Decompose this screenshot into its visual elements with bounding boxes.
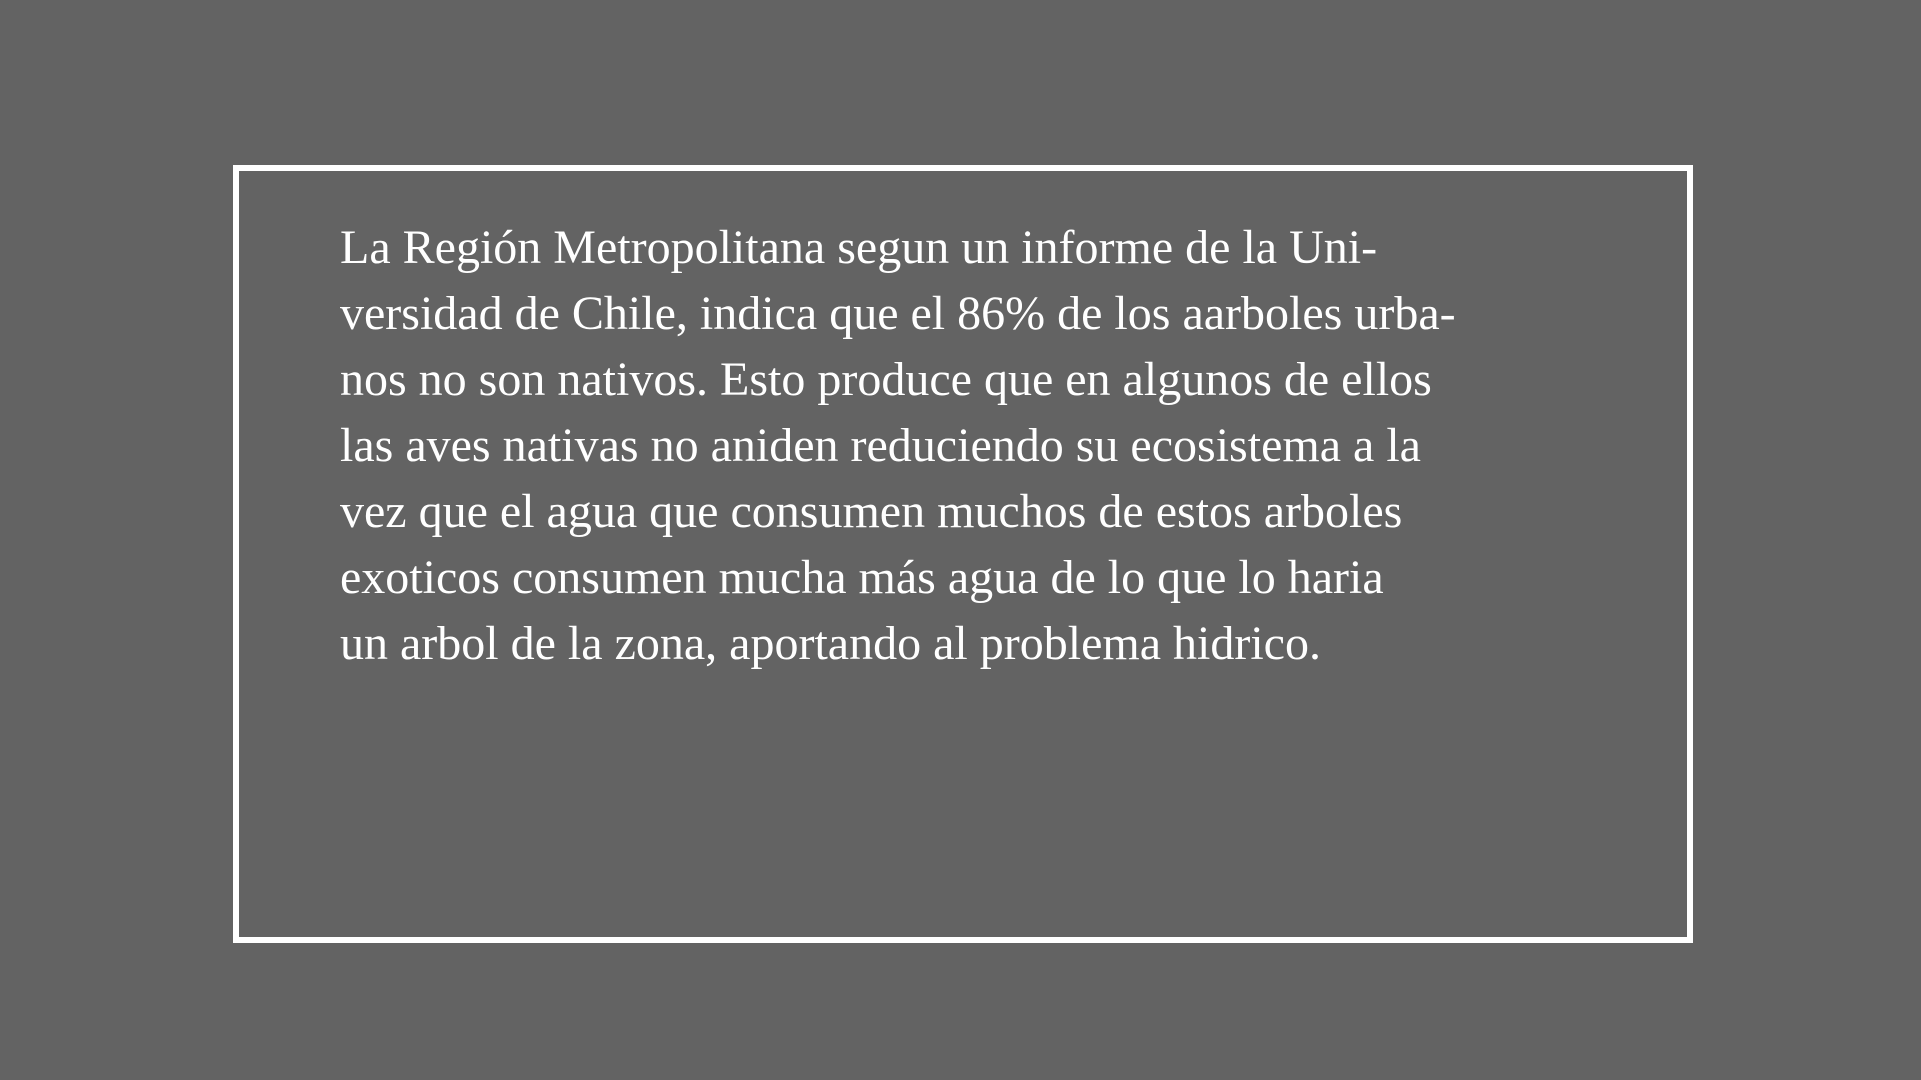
paragraph-line: vez que el agua que consumen muchos de estos arboles xyxy=(340,485,1403,538)
paragraph-line: versidad de Chile, indica que el 86% de los aarboles urba- xyxy=(340,287,1456,340)
paragraph-line: un arbol de la zona, aportando al problema hidrico. xyxy=(340,617,1321,670)
paragraph-line: nos no son nativos. Esto produce que en algunos de ellos xyxy=(340,353,1432,406)
paragraph-text xyxy=(340,215,1600,677)
paragraph-line: las aves nativas no aniden reduciendo su ecosistema a la xyxy=(340,419,1421,472)
paragraph-line: exoticos consumen mucha más agua de lo que lo haria xyxy=(340,551,1384,604)
paragraph-line: La Región Metropolitana segun un informe de la Uni- xyxy=(340,221,1378,274)
